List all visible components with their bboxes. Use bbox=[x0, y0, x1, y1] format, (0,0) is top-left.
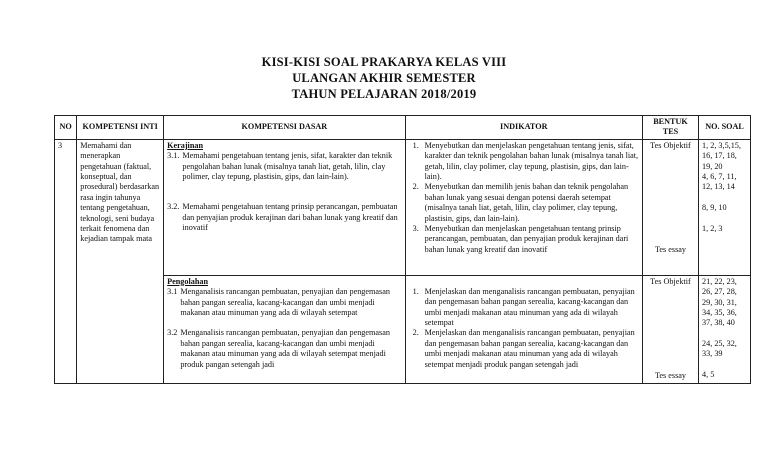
kd-text: Menganalisis rancangan pembuatan, penyajian dan pengemasan bahan pangan serealia, kacang-kacangan dan umbi menjadi makanan atau minuman yang ada di wilayah setempat bbox=[180, 287, 390, 318]
bentuk-value: Tes Objektif bbox=[650, 276, 691, 286]
section-heading: Pengolahan bbox=[167, 276, 209, 286]
indikator-item bbox=[409, 182, 639, 224]
indikator-number: 2. bbox=[412, 182, 419, 192]
indikator-text: Menjelaskan dan menganalisis rancangan pembuatan, penyajian dan pengemasan bahan pangan serealia, kacang-kacangan dan umbi menjadi makanan atau minuman yang ada di wilayah setempat bbox=[424, 286, 635, 328]
cell-indikator-kerajinan bbox=[405, 139, 642, 275]
kd-text: Memahami pengetahuan tentang prinsip perancangan, pembuatan dan penyajian produk kerajinan dari bahan lunak yang kreatif dan inovatif bbox=[182, 202, 398, 233]
nosoal-value: 24, 25, 32, 33, 39 bbox=[702, 338, 737, 359]
nosoal-value: 8, 9, 10 bbox=[702, 202, 727, 212]
indikator-text: Menyebutkan dan memilih jenis bahan dan teknik pengolahan bahan lunak yang sesuai dengan potensi daerah setempat (misalnya tanah liat, getah, lilin, clay polimer, clay tepung, plastisin, gips, dan lain-lain). bbox=[424, 182, 629, 223]
kd-item bbox=[167, 202, 402, 233]
cell-nosoal-pengolahan bbox=[699, 275, 751, 383]
kd-item bbox=[167, 287, 402, 318]
indikator-text: Menyebutkan dan menjelaskan pengetahuan tentang jenis, sifat, karakter dan teknik pengolahan bahan lunak (misalnya tanah liat, getah, lilin, clay polimer, clay tepung, plastisin, gips, dan lain-lain). bbox=[424, 140, 639, 182]
kd-item bbox=[167, 151, 402, 182]
indikator-item bbox=[409, 328, 639, 370]
bentuk-value: Tes Objektif bbox=[650, 140, 691, 150]
cell-bentuk-kerajinan bbox=[642, 139, 698, 275]
table-header-row bbox=[55, 116, 751, 140]
indikator-item bbox=[409, 141, 639, 183]
nosoal-value: 1, 2, 3 bbox=[702, 224, 723, 234]
bentuk-value: Tes essay bbox=[654, 245, 686, 255]
nosoal-value: 21, 22, 23, 26, 27, 28, 29, 30, 31, 34, 35, 36, 37, 38, 40 bbox=[702, 276, 737, 328]
kd-number: 3.2. bbox=[167, 202, 180, 212]
header-no-soal: NO. SOAL bbox=[699, 116, 751, 140]
indikator-text: Menyebutkan dan menjelaskan pengetahuan tentang prinsip perancangan, pembuatan, dan penyajian produk kerajinan dari bahan lunak yang kreatif dan inovatif bbox=[424, 224, 629, 254]
header-indikator: INDIKATOR bbox=[405, 116, 642, 140]
indikator-number: 1. bbox=[412, 140, 419, 150]
kd-number: 3.1. bbox=[167, 151, 180, 161]
cell-nosoal-kerajinan bbox=[699, 139, 751, 275]
header-no: NO bbox=[55, 116, 77, 140]
header-kompetensi-dasar: KOMPETENSI DASAR bbox=[164, 116, 406, 140]
kd-text: Memahami pengetahuan tentang jenis, sifat, karakter dan teknik pengolahan bahan lunak (misalnya tanah liat, getah, lilin, clay polimer, clay tepung, plastisin, gips, dan lain-lain). bbox=[182, 151, 393, 182]
indikator-number: 2. bbox=[412, 328, 419, 338]
cell-kd-pengolahan bbox=[164, 275, 406, 383]
cell-indikator-pengolahan bbox=[405, 275, 642, 383]
kd-number: 3.2 bbox=[167, 328, 178, 338]
nosoal-value: 1, 2, 3,5,15, 16, 17, 18, 19, 20 bbox=[702, 140, 741, 171]
section-heading: Kerajinan bbox=[167, 140, 204, 150]
indikator-number: 3. bbox=[412, 224, 419, 234]
kisi-kisi-table bbox=[54, 115, 751, 384]
indikator-text: Menjelaskan dan menganalisis rancangan pembuatan, penyajian dan pengemasan bahan pangan serealia, kacang-kacangan dan umbi menjadi makanan atau minuman yang ada di wilayah setempat menjadi produk pangan setengah jadi bbox=[424, 328, 635, 369]
title-line-2: ULANGAN AKHIR SEMESTER bbox=[292, 71, 476, 85]
cell-no: 3 bbox=[55, 139, 77, 383]
title-line-3: TAHUN PELAJARAN 2018/2019 bbox=[291, 87, 477, 101]
kd-item bbox=[167, 328, 402, 370]
nosoal-value: 4, 6, 7, 11, 12, 13, 14 bbox=[702, 172, 737, 192]
document-title-block bbox=[0, 54, 768, 102]
header-kompetensi-inti: KOMPETENSI INTI bbox=[77, 116, 164, 140]
cell-kompetensi-inti: Memahami dan menerapkan pengetahuan (faktual, konseptual, dan prosedural) berdasarkan rasa ingin tahunya tentang pengetahuan, teknologi, seni budaya terkait fenomena dan kejadian tampak mata bbox=[77, 139, 164, 383]
cell-bentuk-pengolahan bbox=[642, 275, 698, 383]
title-line-1: KISI-KISI SOAL PRAKARYA KELAS VIII bbox=[261, 55, 507, 69]
header-bentuk-tes: BENTUK TES bbox=[642, 116, 698, 140]
nosoal-value: 4, 5 bbox=[702, 369, 715, 379]
kd-text: Menganalisis rancangan pembuatan, penyajian dan pengemasan bahan pangan serealia, kacang-kacangan dan umbi menjadi makanan atau minuman yang ada di wilayah setempat menjadi produk pangan setengah jadi bbox=[180, 328, 390, 369]
kd-number: 3.1 bbox=[167, 287, 178, 297]
indikator-number: 1. bbox=[412, 286, 419, 296]
indikator-item bbox=[409, 224, 639, 255]
table-row bbox=[55, 139, 751, 275]
cell-kd-kerajinan bbox=[164, 139, 406, 275]
bentuk-value: Tes essay bbox=[654, 371, 686, 381]
indikator-item bbox=[409, 287, 639, 329]
